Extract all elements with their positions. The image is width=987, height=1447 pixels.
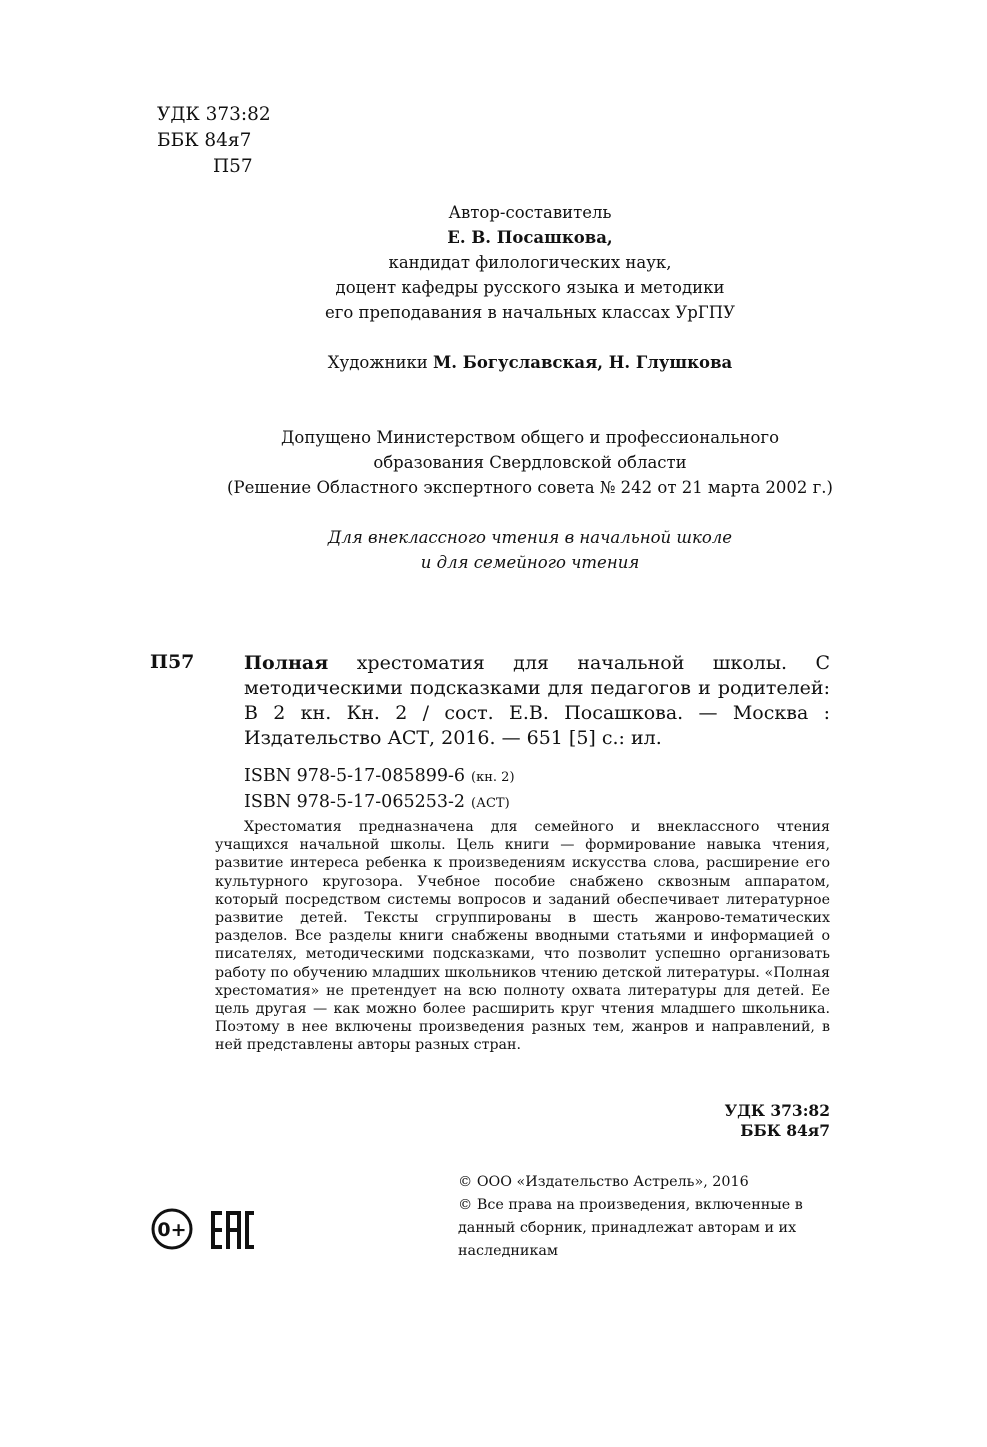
bib-description: хрестоматия для начальной школы. С методическими подсказками для педагогов и родителей: В 2 кн. Кн. 2 / сост. Е.В. Посашкова. — Москва : Издательство АСТ, 2016. — 651 [5] с.: ил. [244,652,830,749]
marks-graphic [150,1205,260,1255]
approval-line3: (Решение Областного экспертного совета № 242 от 21 марта 2002 г.) [227,478,833,497]
classification-codes [157,102,271,180]
annotation-text: Хрестоматия предназначена для семейного и внеклассного чтения учащихся начальной школы. Цель книги — формирование навыка чтения, развитие интереса ребенка к произведениям искусства слова, расширение его культурного кругозора. Учебное пособие снабжено сквозным аппаратом, который посредством системы вопросов и заданий обеспечивает литературное развитие детей. Тексты сгруппированы в шесть жанрово-тематических разделов. Все разделы книги снабжены вводными статьями и информацией о писателях, методическими подсказками, что позволит успешно организовать работу по обучению младших школьников чтению детской литературы. «Полная хрестоматия» не претендует на всю полноту охвата литературы для детей. Ее цель другая — как можно более расширить круг чтения младшего школьника. Поэтому в нее включены произведения разных тем, жанров и направлений, в ней представлены авторы разных стран. [215,819,830,1054]
approval-line1: Допущено Министерством общего и профессионального [280,428,780,447]
author-name: Е. В. Посашкова, [447,228,613,247]
approval-block [150,425,910,500]
certification-marks [150,1205,260,1255]
bbk-code: ББК 84я7 [157,130,252,151]
copyright-block [458,1171,828,1263]
classification-bottom [640,1101,830,1141]
author-degree: кандидат филологических наук, [388,253,672,272]
copyright-publisher: © ООО «Издательство Астрель», 2016 [458,1174,749,1190]
author-role: Автор-составитель [448,203,612,222]
bib-title-word: Полная [244,652,329,674]
purpose-line1: Для внеклассного чтения в начальной школе [327,528,733,547]
isbn-number: ISBN 978-5-17-085899-6 [244,766,466,786]
udk-code-bottom: УДК 373:82 [724,1101,830,1120]
purpose-line2: и для семейного чтения [420,553,640,572]
artists-line [180,350,880,375]
isbn-number: ISBN 978-5-17-065253-2 [244,792,466,812]
age-rating-text: 0+ [157,1219,187,1241]
author-block [180,200,880,325]
udk-code: УДК 373:82 [157,104,271,125]
isbn-row [244,790,515,816]
annotation [215,818,830,1055]
bib-index: П57 [150,651,195,673]
author-index: П57 [213,156,253,177]
artists-label: Художники [327,353,428,372]
isbn-note: (кн. 2) [471,770,515,785]
copyright-rights: © Все права на произведения, включенные в данный сборник, принадлежат авторам и их наследникам [458,1197,803,1259]
bbk-code-bottom: ББК 84я7 [740,1121,830,1140]
eac-icon [211,1211,254,1249]
author-position: доцент кафедры русского языка и методики [335,278,725,297]
author-affiliation: его преподавания в начальных классах УрГПУ [324,303,736,322]
purpose-block [180,525,880,575]
isbn-block [244,764,515,816]
artists-names: М. Богуславская, Н. Глушкова [433,353,733,372]
age-rating-icon [153,1210,191,1248]
isbn-row [244,764,515,790]
approval-line2: образования Свердловской области [373,453,687,472]
bibliographic-description [244,651,830,751]
isbn-note: (АСТ) [471,796,510,811]
